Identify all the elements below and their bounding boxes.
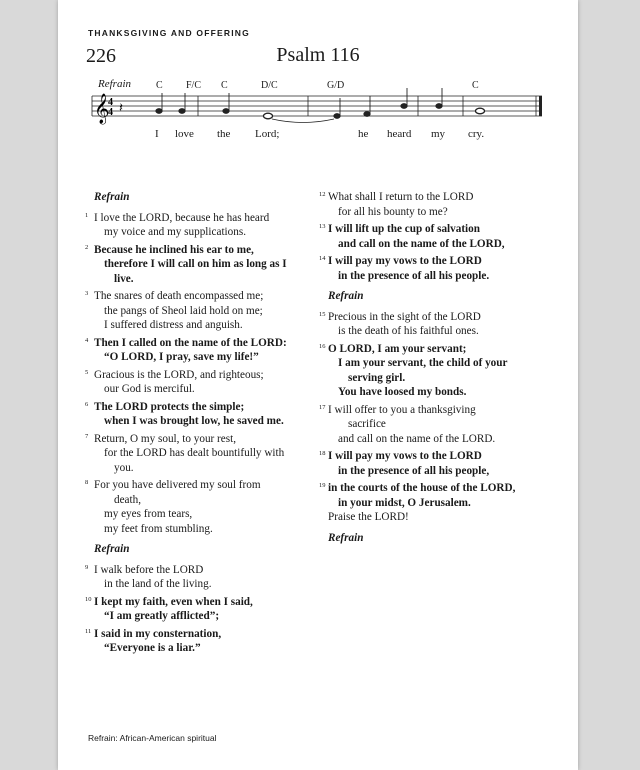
- verse-number: 13: [319, 223, 326, 230]
- verse-line: I love the LORD, because he has heard: [94, 211, 270, 224]
- verse: [319, 254, 562, 283]
- verse-line: for the LORD has dealt bountifully with: [104, 447, 285, 459]
- verse-number: 15: [319, 310, 326, 318]
- verse-number: 9: [85, 563, 89, 571]
- verse: [319, 449, 562, 478]
- verse: [85, 432, 338, 476]
- verse-line: the pangs of Sheol laid hold on me;: [104, 304, 263, 317]
- verse: [85, 289, 338, 333]
- verse-line: I am your servant, the child of your: [338, 357, 508, 369]
- verse-line: my eyes from tears,: [104, 508, 193, 520]
- chord-symbol: F/C: [186, 80, 202, 91]
- verse: [85, 336, 338, 365]
- hymn-number: 226: [86, 45, 116, 67]
- lyric-word: my: [431, 128, 446, 140]
- section-label: THANKSGIVING AND OFFERING: [88, 28, 250, 38]
- verse-line: you.: [114, 461, 134, 474]
- verse-line: is the death of his faithful ones.: [338, 325, 479, 337]
- verse-line: in the presence of all his people.: [338, 269, 490, 282]
- verse-line: our God is merciful.: [104, 383, 195, 395]
- lyric-word: Lord;: [255, 128, 280, 140]
- verse-line: my voice and my supplications.: [104, 226, 246, 238]
- verse-number: 10: [85, 595, 92, 603]
- verse-line: I said in my consternation,: [94, 627, 222, 640]
- verse-number: 1: [85, 211, 89, 219]
- lyric-word: love: [175, 128, 194, 140]
- lyric-word: cry.: [468, 128, 485, 140]
- verse-number: 14: [319, 255, 326, 262]
- verse-line: in the land of the living.: [104, 578, 212, 590]
- verse-line: The snares of death encompassed me;: [94, 290, 264, 302]
- verse: [319, 403, 562, 447]
- verse-number: 11: [85, 627, 92, 635]
- verse-line: O LORD, I am your servant;: [328, 342, 467, 355]
- psalm-column-left: [85, 190, 338, 659]
- verse-line: Praise the LORD!: [328, 511, 409, 523]
- refrain-marker: Refrain: [328, 290, 364, 302]
- psalm-title: Psalm 116: [276, 44, 360, 66]
- refrain-marker: Refrain: [328, 531, 364, 544]
- verse-line: for all his bounty to me?: [338, 205, 448, 218]
- verse: [319, 222, 562, 251]
- verse-line: Then I called on the name of the LORD:: [94, 336, 287, 349]
- verse-number: 17: [319, 403, 326, 411]
- refrain-marker: Refrain: [94, 543, 130, 555]
- verse-line: in the presence of all his people,: [338, 464, 490, 477]
- verse-line: therefore I will call on him as long as I: [104, 258, 287, 270]
- verse-line: in the courts of the house of the LORD,: [328, 482, 516, 494]
- verse-line: and call on the name of the LORD,: [338, 237, 505, 250]
- verse-line: I will offer to you a thanksgiving: [328, 403, 476, 416]
- verse-line: I will lift up the cup of salvation: [328, 223, 480, 235]
- svg-text:4: 4: [108, 107, 113, 118]
- lyric-word: the: [217, 128, 231, 140]
- verse-line: You have loosed my bonds.: [338, 386, 467, 398]
- verse: [85, 627, 338, 656]
- verse-line: my feet from stumbling.: [104, 522, 213, 535]
- verse: [319, 481, 562, 525]
- refrain-tag: Refrain: [98, 78, 131, 90]
- verse-line: death,: [114, 493, 142, 506]
- verse-number: 6: [85, 400, 89, 408]
- final-barline: [539, 96, 542, 116]
- verse-line: Precious in the sight of the LORD: [328, 310, 481, 323]
- verse: [85, 478, 338, 536]
- footer-credit: Refrain: African-American spiritual: [88, 733, 217, 743]
- refrain-marker: Refrain: [94, 191, 130, 203]
- music-staff: [58, 70, 578, 150]
- verse: [85, 400, 338, 429]
- chord-symbol: C: [156, 80, 163, 91]
- verse-line: Gracious is the LORD, and righteous;: [94, 368, 264, 381]
- verse-number: 2: [85, 243, 89, 251]
- verse-line: I will pay my vows to the LORD: [328, 255, 482, 267]
- verse-line: in your midst, O Jerusalem.: [338, 496, 471, 509]
- verse-number: 19: [319, 482, 326, 489]
- verse-number: 8: [85, 479, 89, 486]
- verse-line: For you have delivered my soul from: [94, 479, 261, 491]
- verse: [319, 342, 562, 400]
- lyric-word: he: [358, 128, 369, 140]
- verse-number: 12: [319, 191, 326, 198]
- verse-line: I suffered distress and anguish.: [104, 319, 243, 331]
- verse-number: 5: [85, 368, 89, 376]
- verse-line: live.: [114, 272, 134, 285]
- verse-line: Because he inclined his ear to me,: [94, 243, 254, 256]
- verse-line: sacrifice: [348, 418, 386, 430]
- verse: [319, 310, 562, 339]
- verse-line: I kept my faith, even when I said,: [94, 595, 253, 608]
- verse-line: and call on the name of the LORD.: [338, 432, 496, 445]
- verse-line: when I was brought low, he saved me.: [104, 415, 284, 427]
- verse-line: “Everyone is a liar.”: [104, 642, 201, 654]
- verse: [85, 368, 338, 397]
- verse-number: 16: [319, 342, 326, 350]
- lyric-word: heard: [387, 128, 412, 140]
- verse-number: 7: [85, 432, 89, 440]
- treble-clef-icon: 𝄞: [94, 94, 110, 124]
- staff-notation: [58, 70, 578, 150]
- psalm-column-right: [319, 190, 562, 551]
- verse-number: 4: [85, 336, 89, 344]
- lyric-word: I: [155, 128, 159, 140]
- chord-symbol: C: [472, 80, 479, 91]
- verse-line: The LORD protects the simple;: [94, 400, 245, 413]
- verse-number: 3: [85, 290, 89, 297]
- verse: [85, 563, 338, 592]
- verse: [85, 595, 338, 624]
- svg-text:4: 4: [108, 97, 113, 108]
- verse-number: 18: [319, 450, 326, 457]
- verse-line: I walk before the LORD: [94, 563, 204, 576]
- verse: [319, 190, 562, 219]
- verse-line: I will pay my vows to the LORD: [328, 450, 482, 462]
- verse: [85, 243, 338, 287]
- chord-symbol: C: [221, 80, 228, 91]
- chord-symbol: G/D: [327, 80, 345, 91]
- verse-line: “I am greatly afflicted”;: [104, 610, 220, 622]
- rest-icon: 𝄽: [119, 101, 123, 116]
- verse-line: What shall I return to the LORD: [328, 191, 474, 203]
- verse-line: “O LORD, I pray, save my life!”: [104, 351, 259, 363]
- verse-line: Return, O my soul, to your rest,: [94, 432, 237, 445]
- verse: [85, 211, 338, 240]
- verse-line: serving girl.: [348, 371, 406, 384]
- chord-symbol: D/C: [261, 80, 278, 91]
- hymnal-page: [58, 0, 578, 770]
